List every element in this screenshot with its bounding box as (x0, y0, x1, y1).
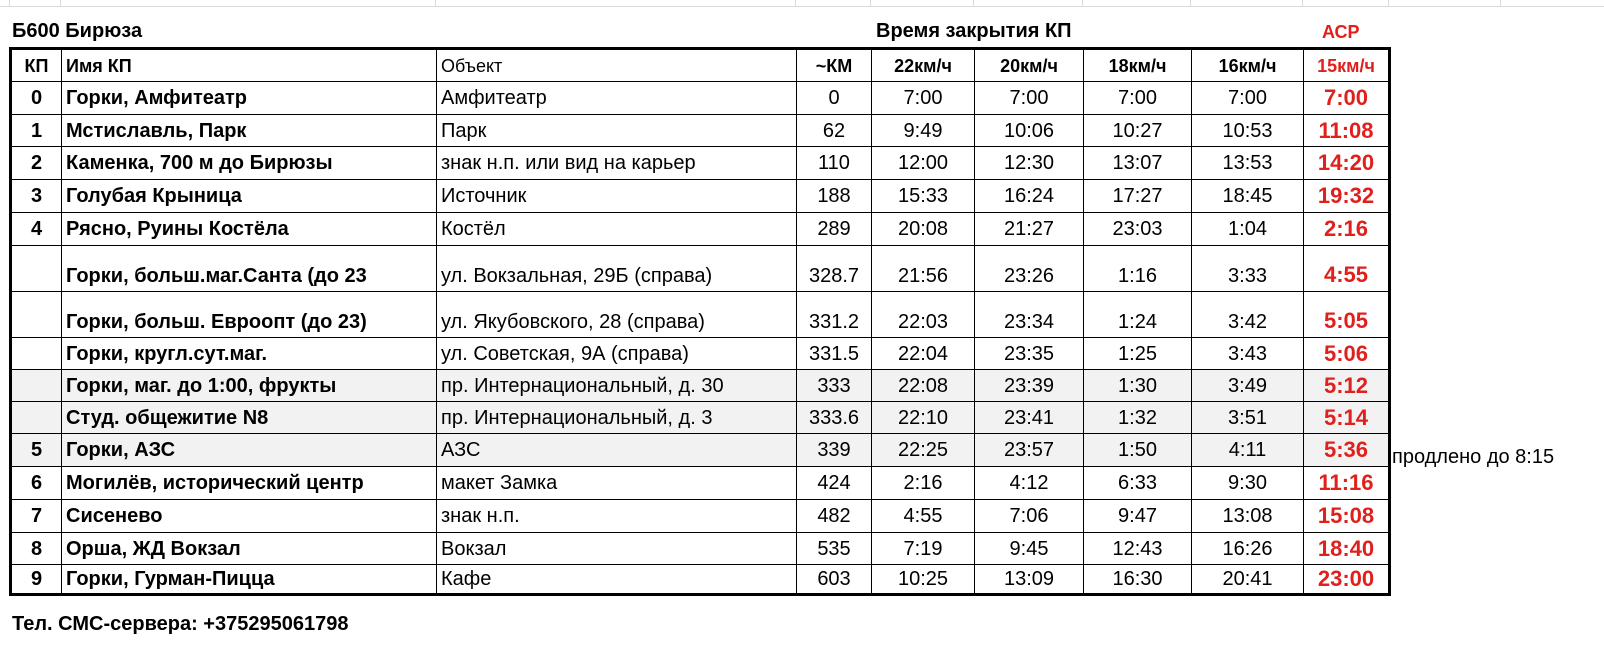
object-cell: Источник (437, 180, 797, 213)
table-row (11, 467, 1390, 500)
name-cell: Горки, Амфитеатр (62, 82, 437, 115)
time-15-cell: 5:36 (1304, 434, 1390, 467)
kp-cell: 1 (11, 115, 62, 147)
kp-cell: 8 (11, 533, 62, 565)
km-cell: 339 (797, 434, 872, 467)
time-15-cell: 14:20 (1304, 147, 1390, 180)
time-16-cell: 7:00 (1192, 82, 1304, 115)
time-15-cell: 11:16 (1304, 467, 1390, 500)
col-header-20: 20км/ч (975, 49, 1084, 82)
col-header-object: Объект (437, 49, 797, 82)
col-header-kp: КП (11, 49, 62, 82)
time-15-cell: 7:00 (1304, 82, 1390, 115)
time-15-cell: 2:16 (1304, 213, 1390, 246)
time-22-cell: 22:10 (872, 402, 975, 434)
time-20-cell: 16:24 (975, 180, 1084, 213)
table-row (11, 565, 1390, 595)
time-20-cell: 23:41 (975, 402, 1084, 434)
km-cell: 289 (797, 213, 872, 246)
table-row (11, 213, 1390, 246)
time-16-cell: 18:45 (1192, 180, 1304, 213)
km-cell: 333 (797, 370, 872, 402)
col-header-km: ~КМ (797, 49, 872, 82)
name-cell: Горки, Гурман-Пицца (62, 565, 437, 595)
name-cell: Могилёв, исторический центр (62, 467, 437, 500)
name-cell: Мстиславль, Парк (62, 115, 437, 147)
time-18-cell: 13:07 (1084, 147, 1192, 180)
time-20-cell: 23:57 (975, 434, 1084, 467)
time-22-cell: 10:25 (872, 565, 975, 595)
object-cell: пр. Интернациональный, д. 30 (437, 370, 797, 402)
time-20-cell: 7:06 (975, 500, 1084, 533)
kp-cell: 0 (11, 82, 62, 115)
time-15-cell: 5:14 (1304, 402, 1390, 434)
kp-cell: 7 (11, 500, 62, 533)
time-22-cell: 15:33 (872, 180, 975, 213)
kp-cell: 4 (11, 213, 62, 246)
time-22-cell: 22:03 (872, 292, 975, 338)
object-cell: Вокзал (437, 533, 797, 565)
time-16-cell: 1:04 (1192, 213, 1304, 246)
time-20-cell: 23:26 (975, 246, 1084, 292)
sms-server-phone: Тел. СМС-сервера: +375295061798 (12, 613, 349, 635)
kp-cell (11, 402, 62, 434)
km-cell: 62 (797, 115, 872, 147)
time-18-cell: 1:50 (1084, 434, 1192, 467)
time-18-cell: 1:30 (1084, 370, 1192, 402)
time-22-cell: 12:00 (872, 147, 975, 180)
kp-cell: 5 (11, 434, 62, 467)
time-16-cell: 3:49 (1192, 370, 1304, 402)
sheet-title: Б600 Бирюза (12, 20, 143, 42)
name-cell: Рясно, Руины Костёла (62, 213, 437, 246)
km-cell: 603 (797, 565, 872, 595)
time-22-cell: 22:04 (872, 338, 975, 370)
time-20-cell: 13:09 (975, 565, 1084, 595)
name-cell: Горки, больш.маг.Санта (до 23 (62, 246, 437, 292)
object-cell: Парк (437, 115, 797, 147)
table-row (11, 292, 1390, 338)
time-20-cell: 21:27 (975, 213, 1084, 246)
time-15-cell: 19:32 (1304, 180, 1390, 213)
km-cell: 188 (797, 180, 872, 213)
km-cell: 110 (797, 147, 872, 180)
time-18-cell: 16:30 (1084, 565, 1192, 595)
time-22-cell: 20:08 (872, 213, 975, 246)
kp-cell: 2 (11, 147, 62, 180)
col-header-18: 18км/ч (1084, 49, 1192, 82)
name-cell: Горки, больш. Евроопт (до 23) (62, 292, 437, 338)
object-cell: АЗС (437, 434, 797, 467)
table-row (11, 533, 1390, 565)
table-row (11, 180, 1390, 213)
kp-cell (11, 246, 62, 292)
object-cell: Костёл (437, 213, 797, 246)
time-20-cell: 12:30 (975, 147, 1084, 180)
time-16-cell: 20:41 (1192, 565, 1304, 595)
kp-cell: 9 (11, 565, 62, 595)
km-cell: 331.2 (797, 292, 872, 338)
table-header-row (11, 49, 1390, 82)
time-16-cell: 3:33 (1192, 246, 1304, 292)
table-row (11, 402, 1390, 434)
time-20-cell: 9:45 (975, 533, 1084, 565)
time-15-cell: 23:00 (1304, 565, 1390, 595)
km-cell: 331.5 (797, 338, 872, 370)
object-cell: знак н.п. или вид на карьер (437, 147, 797, 180)
object-cell: Кафе (437, 565, 797, 595)
time-22-cell: 9:49 (872, 115, 975, 147)
km-cell: 333.6 (797, 402, 872, 434)
object-cell: макет Замка (437, 467, 797, 500)
time-20-cell: 10:06 (975, 115, 1084, 147)
spreadsheet-grid-edge (0, 0, 1604, 7)
time-18-cell: 12:43 (1084, 533, 1192, 565)
table-row (11, 500, 1390, 533)
time-18-cell: 7:00 (1084, 82, 1192, 115)
table-body (11, 82, 1390, 595)
time-22-cell: 22:25 (872, 434, 975, 467)
time-16-cell: 10:53 (1192, 115, 1304, 147)
time-15-cell: 5:12 (1304, 370, 1390, 402)
time-16-cell: 4:11 (1192, 434, 1304, 467)
table-row (11, 338, 1390, 370)
object-cell: пр. Интернациональный, д. 3 (437, 402, 797, 434)
time-18-cell: 1:16 (1084, 246, 1192, 292)
time-22-cell: 7:00 (872, 82, 975, 115)
object-cell: Амфитеатр (437, 82, 797, 115)
km-cell: 328.7 (797, 246, 872, 292)
time-18-cell: 1:24 (1084, 292, 1192, 338)
name-cell: Голубая Крыница (62, 180, 437, 213)
name-cell: Студ. общежитие N8 (62, 402, 437, 434)
table-row (11, 82, 1390, 115)
time-22-cell: 7:19 (872, 533, 975, 565)
kp-cell (11, 370, 62, 402)
time-20-cell: 23:39 (975, 370, 1084, 402)
time-20-cell: 23:35 (975, 338, 1084, 370)
name-cell: Сисенево (62, 500, 437, 533)
time-16-cell: 3:42 (1192, 292, 1304, 338)
time-16-cell: 3:51 (1192, 402, 1304, 434)
km-cell: 535 (797, 533, 872, 565)
object-cell: знак н.п. (437, 500, 797, 533)
closing-time-header: Время закрытия КП (876, 20, 1072, 42)
col-header-15: 15км/ч (1304, 49, 1390, 82)
time-15-cell: 15:08 (1304, 500, 1390, 533)
name-cell: Каменка, 700 м до Бирюзы (62, 147, 437, 180)
time-15-cell: 5:05 (1304, 292, 1390, 338)
time-18-cell: 17:27 (1084, 180, 1192, 213)
km-cell: 0 (797, 82, 872, 115)
table-row (11, 115, 1390, 147)
time-15-cell: 4:55 (1304, 246, 1390, 292)
col-header-16: 16км/ч (1192, 49, 1304, 82)
time-20-cell: 4:12 (975, 467, 1084, 500)
time-20-cell: 23:34 (975, 292, 1084, 338)
name-cell: Горки, кругл.сут.маг. (62, 338, 437, 370)
time-15-cell: 5:06 (1304, 338, 1390, 370)
table-row (11, 370, 1390, 402)
checkpoint-table (9, 47, 1391, 596)
kp-cell: 3 (11, 180, 62, 213)
col-header-22: 22км/ч (872, 49, 975, 82)
time-22-cell: 2:16 (872, 467, 975, 500)
kp-cell (11, 338, 62, 370)
time-18-cell: 9:47 (1084, 500, 1192, 533)
time-22-cell: 22:08 (872, 370, 975, 402)
table-row (11, 434, 1390, 467)
name-cell: Горки, АЗС (62, 434, 437, 467)
table-row (11, 147, 1390, 180)
time-16-cell: 13:08 (1192, 500, 1304, 533)
acp-header: АСР (1322, 22, 1360, 42)
time-18-cell: 6:33 (1084, 467, 1192, 500)
object-cell: ул. Якубовского, 28 (справа) (437, 292, 797, 338)
time-18-cell: 1:25 (1084, 338, 1192, 370)
col-header-name: Имя КП (62, 49, 437, 82)
time-22-cell: 21:56 (872, 246, 975, 292)
name-cell: Горки, маг. до 1:00, фрукты (62, 370, 437, 402)
object-cell: ул. Советская, 9А (справа) (437, 338, 797, 370)
time-18-cell: 10:27 (1084, 115, 1192, 147)
time-16-cell: 3:43 (1192, 338, 1304, 370)
kp-cell: 6 (11, 467, 62, 500)
extension-note: продлено до 8:15 (1392, 446, 1555, 468)
time-22-cell: 4:55 (872, 500, 975, 533)
km-cell: 424 (797, 467, 872, 500)
kp-cell (11, 292, 62, 338)
time-18-cell: 1:32 (1084, 402, 1192, 434)
time-16-cell: 9:30 (1192, 467, 1304, 500)
time-20-cell: 7:00 (975, 82, 1084, 115)
time-16-cell: 13:53 (1192, 147, 1304, 180)
time-16-cell: 16:26 (1192, 533, 1304, 565)
object-cell: ул. Вокзальная, 29Б (справа) (437, 246, 797, 292)
time-18-cell: 23:03 (1084, 213, 1192, 246)
time-15-cell: 11:08 (1304, 115, 1390, 147)
name-cell: Орша, ЖД Вокзал (62, 533, 437, 565)
km-cell: 482 (797, 500, 872, 533)
table-row (11, 246, 1390, 292)
time-15-cell: 18:40 (1304, 533, 1390, 565)
